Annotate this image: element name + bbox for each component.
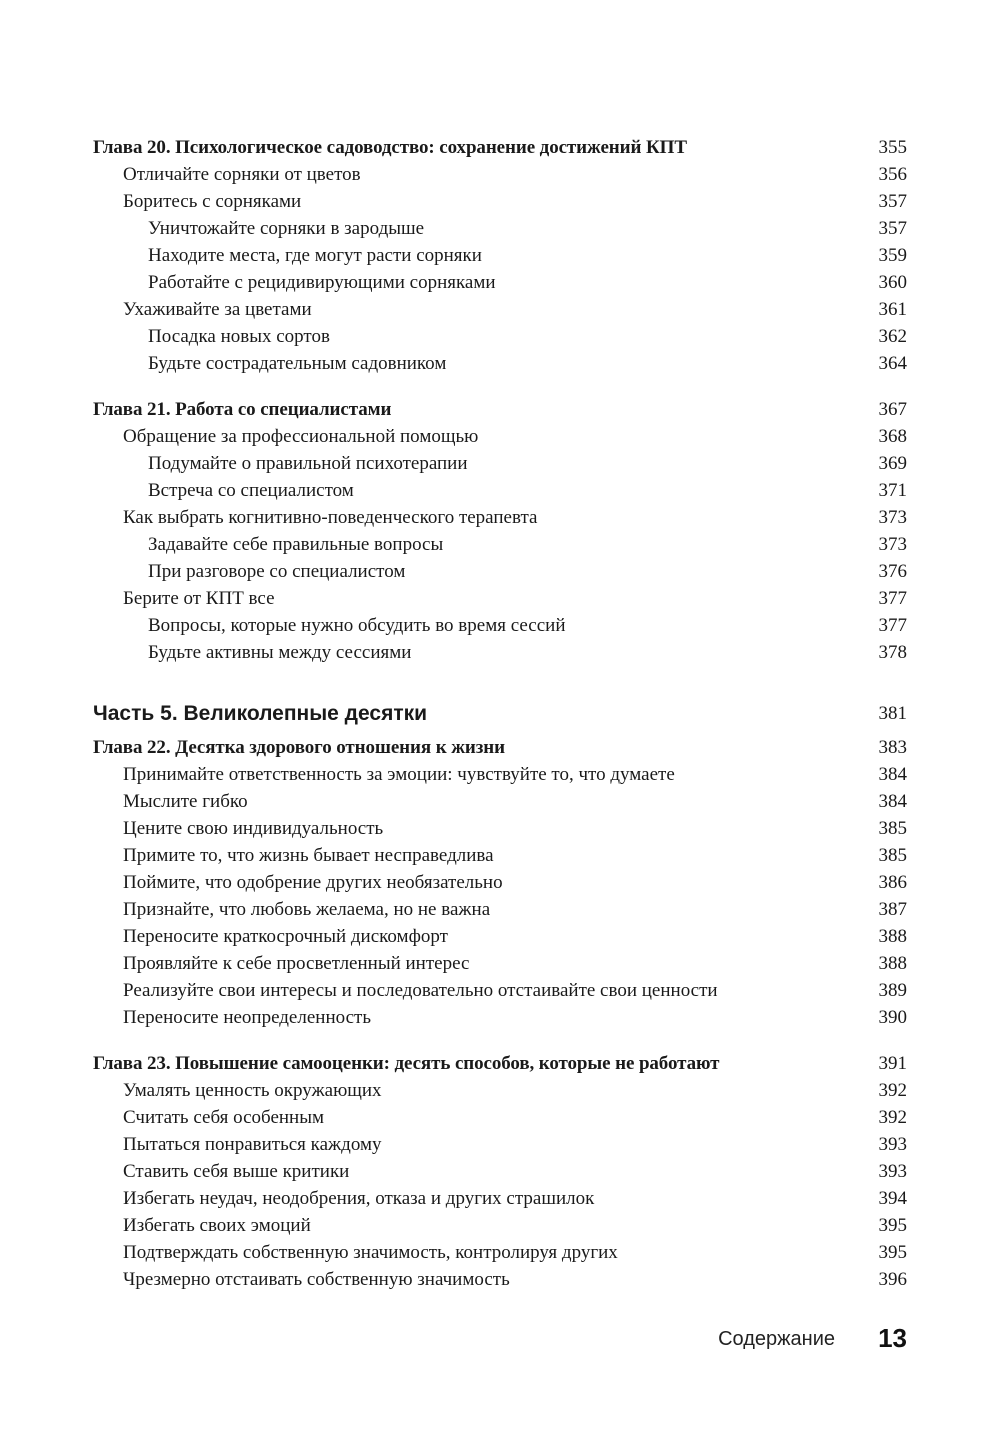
toc-entry-title: Будьте сострадательным садовником <box>148 353 447 374</box>
toc-chapter-21[interactable] <box>0 396 1000 423</box>
toc-entry-page: 384 <box>878 791 907 812</box>
page-number: 13 <box>878 1323 907 1353</box>
toc-entry-title: Находите места, где могут расти сорняки <box>148 245 482 266</box>
toc-entry-page: 377 <box>878 615 907 636</box>
toc-entry-page: 388 <box>878 953 907 974</box>
toc-entry-page: 359 <box>878 245 907 266</box>
toc-entry[interactable] <box>0 977 1000 1004</box>
toc-subentry[interactable] <box>0 350 1000 377</box>
toc-entry-title: Мыслите гибко <box>123 791 248 812</box>
toc-entry-title: Обращение за профессиональной помощью <box>123 426 479 447</box>
toc-chapter-20[interactable] <box>0 134 1000 161</box>
toc-entry-page: 381 <box>878 703 907 724</box>
toc-entry[interactable] <box>0 296 1000 323</box>
toc-entry-page: 368 <box>878 426 907 447</box>
toc-entry-page: 383 <box>878 737 907 758</box>
toc-entry-title: Пытаться понравиться каждому <box>123 1134 382 1155</box>
toc-entry[interactable] <box>0 761 1000 788</box>
toc-entry-page: 395 <box>878 1215 907 1236</box>
toc-subentry[interactable] <box>0 323 1000 350</box>
toc-entry-page: 378 <box>878 642 907 663</box>
toc-subentry[interactable] <box>0 450 1000 477</box>
toc-entry-page: 355 <box>878 137 907 158</box>
toc-entry-page: 369 <box>878 453 907 474</box>
toc-entry-title: При разговоре со специалистом <box>148 561 406 582</box>
toc-entry-page: 395 <box>878 1242 907 1263</box>
toc-entry-page: 392 <box>878 1080 907 1101</box>
toc-entry[interactable] <box>0 1104 1000 1131</box>
toc-entry-title: Как выбрать когнитивно-поведенческого терапевта <box>123 507 538 528</box>
toc-entry[interactable] <box>0 788 1000 815</box>
toc-entry-title: Подтверждать собственную значимость, контролируя других <box>123 1242 618 1263</box>
toc-entry-title: Глава 20. Психологическое садоводство: сохранение достижений КПТ <box>93 137 687 158</box>
toc-entry-title: Проявляйте к себе просветленный интерес <box>123 953 470 974</box>
toc-entry-page: 390 <box>878 1007 907 1028</box>
toc-entry[interactable] <box>0 896 1000 923</box>
toc-entry-title: Ставить себя выше критики <box>123 1161 350 1182</box>
toc-entry-page: 356 <box>878 164 907 185</box>
toc-entry[interactable] <box>0 1077 1000 1104</box>
toc-entry-title: Уничтожайте сорняки в зародыше <box>148 218 425 239</box>
toc-entry-title: Поймите, что одобрение других необязательно <box>123 872 503 893</box>
toc-entry-title: Избегать своих эмоций <box>123 1215 311 1236</box>
toc-entry-title: Вопросы, которые нужно обсудить во время сессий <box>148 615 566 636</box>
toc-entry-page: 361 <box>878 299 907 320</box>
toc-entry-title: Переносите краткосрочный дискомфорт <box>123 926 448 947</box>
toc-entry-title: Цените свою индивидуальность <box>123 818 384 839</box>
toc-chapter-23[interactable] <box>0 1050 1000 1077</box>
toc-entry-page: 391 <box>878 1053 907 1074</box>
toc-entry-title: Избегать неудач, неодобрения, отказа и других страшилок <box>123 1188 595 1209</box>
toc-subentry[interactable] <box>0 531 1000 558</box>
toc-entry-title: Признайте, что любовь желаема, но не важна <box>123 899 491 920</box>
toc-entry-page: 392 <box>878 1107 907 1128</box>
toc-subentry[interactable] <box>0 269 1000 296</box>
toc-entry-page: 367 <box>878 399 907 420</box>
toc-entry-title: Принимайте ответственность за эмоции: чувствуйте то, что думаете <box>123 764 675 785</box>
toc-entry-title: Глава 21. Работа со специалистами <box>93 399 392 420</box>
toc-entry[interactable] <box>0 1004 1000 1031</box>
toc-entry-page: 394 <box>878 1188 907 1209</box>
toc-entry-page: 357 <box>878 218 907 239</box>
toc-entry-title: Примите то, что жизнь бывает несправедлива <box>123 845 494 866</box>
toc-entry-title: Посадка новых сортов <box>148 326 330 347</box>
toc-entry[interactable] <box>0 504 1000 531</box>
toc-entry-page: 373 <box>878 534 907 555</box>
toc-entry-title: Глава 23. Повышение самооценки: десять способов, которые не работают <box>93 1053 720 1074</box>
toc-entry-page: 393 <box>878 1161 907 1182</box>
toc-entry-page: 364 <box>878 353 907 374</box>
toc-subentry[interactable] <box>0 612 1000 639</box>
running-footer-title: Содержание <box>718 1328 835 1350</box>
toc-subentry[interactable] <box>0 215 1000 242</box>
toc-entry[interactable] <box>0 923 1000 950</box>
toc-entry[interactable] <box>0 950 1000 977</box>
toc-entry-title: Боритесь с сорняками <box>123 191 302 212</box>
toc-entry-title: Считать себя особенным <box>123 1107 325 1128</box>
toc-entry-page: 371 <box>878 480 907 501</box>
toc-entry[interactable] <box>0 423 1000 450</box>
toc-entry-page: 362 <box>878 326 907 347</box>
toc-entry-page: 385 <box>878 818 907 839</box>
toc-chapter-22[interactable] <box>0 734 1000 761</box>
toc-entry[interactable] <box>0 842 1000 869</box>
toc-entry[interactable] <box>0 1212 1000 1239</box>
toc-subentry[interactable] <box>0 639 1000 666</box>
toc-entry-page: 377 <box>878 588 907 609</box>
toc-entry-title: Подумайте о правильной психотерапии <box>148 453 468 474</box>
toc-entry[interactable] <box>0 1266 1000 1293</box>
toc-entry-title: Будьте активны между сессиями <box>148 642 412 663</box>
toc-entry-title: Берите от КПТ все <box>123 588 275 609</box>
toc-subentry[interactable] <box>0 477 1000 504</box>
toc-entry-title: Ухаживайте за цветами <box>123 299 312 320</box>
toc-entry-page: 396 <box>878 1269 907 1290</box>
toc-entry-title: Отличайте сорняки от цветов <box>123 164 361 185</box>
toc-entry-page: 384 <box>878 764 907 785</box>
toc-entry[interactable] <box>0 869 1000 896</box>
page-footer <box>0 1324 1000 1354</box>
toc-subentry[interactable] <box>0 558 1000 585</box>
toc-part-5[interactable] <box>0 700 1000 727</box>
toc-entry-page: 389 <box>878 980 907 1001</box>
toc-entry[interactable] <box>0 1185 1000 1212</box>
toc-entry-page: 376 <box>878 561 907 582</box>
toc-entry-title: Часть 5. Великолепные десятки <box>93 702 428 725</box>
toc-entry-page: 360 <box>878 272 907 293</box>
toc-entry-page: 387 <box>878 899 907 920</box>
toc-entry-page: 385 <box>878 845 907 866</box>
toc-entry-page: 393 <box>878 1134 907 1155</box>
toc-entry[interactable] <box>0 161 1000 188</box>
toc-entry-title: Работайте с рецидивирующими сорняками <box>148 272 496 293</box>
toc-entry[interactable] <box>0 188 1000 215</box>
toc-entry-title: Реализуйте свои интересы и последовательно отстаивайте свои ценности <box>123 980 718 1001</box>
toc-entry-title: Задавайте себе правильные вопросы <box>148 534 444 555</box>
toc-entry-title: Умалять ценность окружающих <box>123 1080 382 1101</box>
toc-entry[interactable] <box>0 815 1000 842</box>
toc-entry-title: Переносите неопределенность <box>123 1007 371 1028</box>
toc-entry-title: Глава 22. Десятка здорового отношения к жизни <box>93 737 505 758</box>
toc-subentry[interactable] <box>0 242 1000 269</box>
toc-entry-page: 388 <box>878 926 907 947</box>
toc-entry-page: 386 <box>878 872 907 893</box>
toc-entry[interactable] <box>0 1239 1000 1266</box>
toc-entry[interactable] <box>0 1158 1000 1185</box>
toc-entry-title: Чрезмерно отстаивать собственную значимость <box>123 1269 510 1290</box>
toc-entry-page: 373 <box>878 507 907 528</box>
toc-entry[interactable] <box>0 1131 1000 1158</box>
toc-entry-page: 357 <box>878 191 907 212</box>
toc-entry[interactable] <box>0 585 1000 612</box>
toc-entry-title: Встреча со специалистом <box>148 480 354 501</box>
